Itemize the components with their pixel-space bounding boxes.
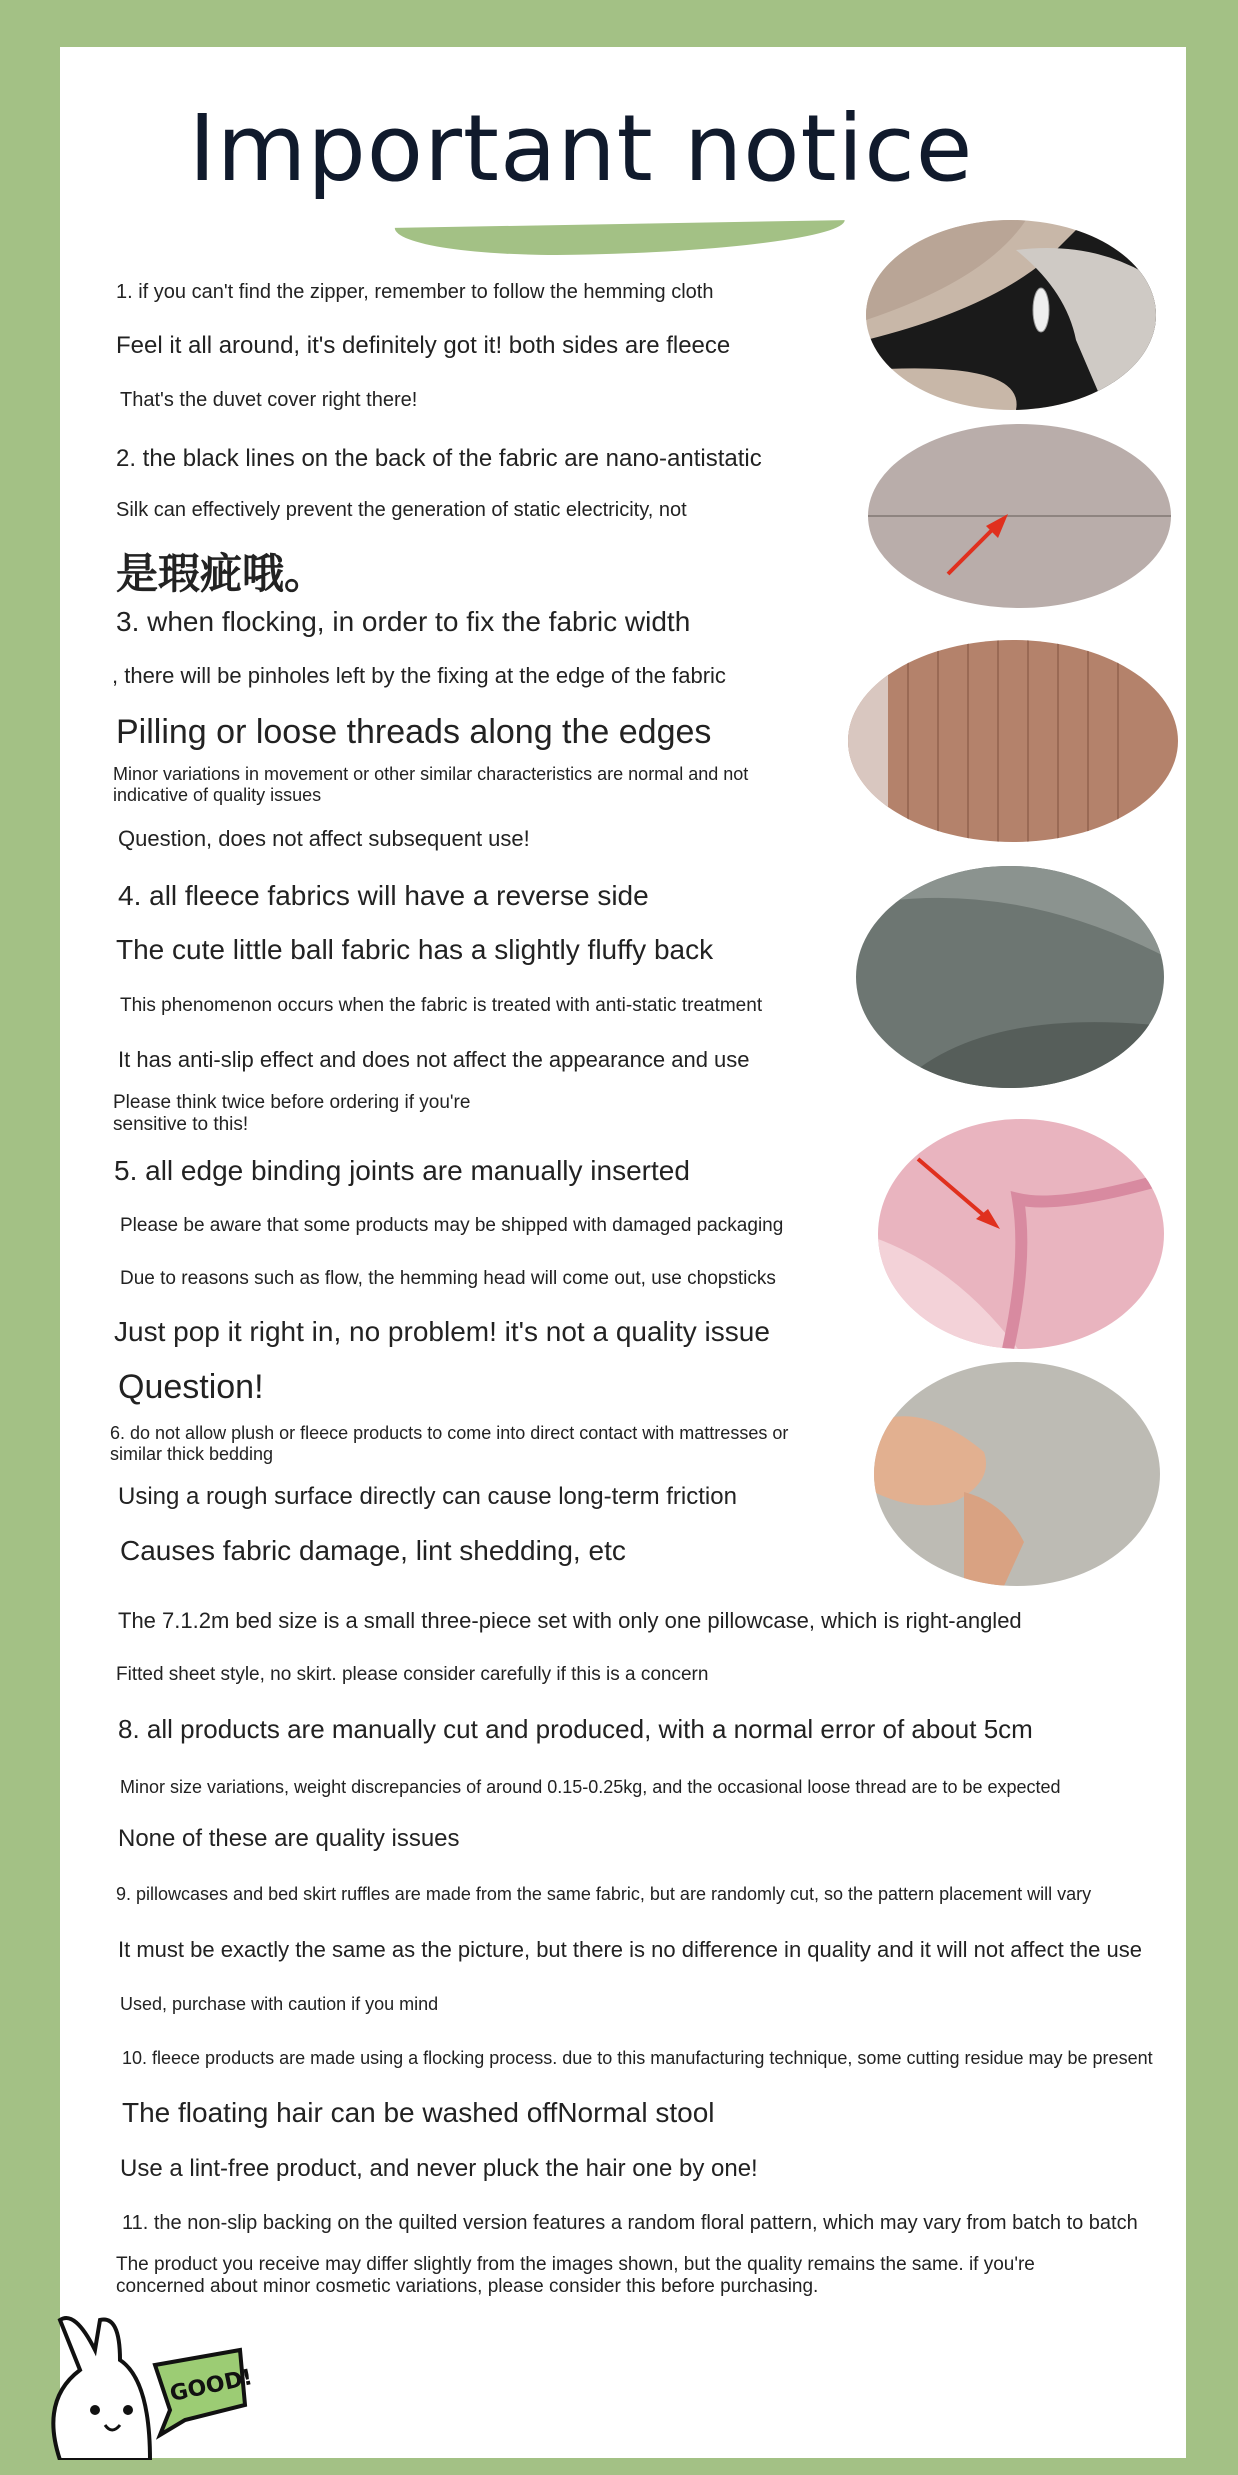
note-8-line-1: 8. all products are manually cut and produced, with a normal error of about 5cm: [118, 1714, 1033, 1744]
note-8-line-2: Minor size variations, weight discrepancies of around 0.15-0.25kg, and the occasional loose thread are to be expected: [120, 1777, 1061, 1797]
note-4-line-5: Please think twice before ordering if you're sensitive to this!: [113, 1092, 471, 1135]
note-5-line-2: Please be aware that some products may be shipped with damaged packaging: [120, 1215, 784, 1236]
note-2-line-1: 2. the black lines on the back of the fabric are nano-antistatic: [116, 445, 762, 472]
note-8-line-3: None of these are quality issues: [118, 1825, 460, 1852]
zipper-hemming-photo: [866, 220, 1156, 410]
note-9-line-2: It must be exactly the same as the picture, but there is no difference in quality and it will not affect the use: [118, 1937, 1142, 1962]
note-4-line-2: The cute little ball fabric has a slightly fluffy back: [116, 934, 714, 965]
antistatic-line-photo: [868, 424, 1171, 608]
note-2-line-2: Silk can effectively prevent the generation of static electricity, not: [116, 499, 687, 521]
note-1-line-2: Feel it all around, it's definitely got it! both sides are fleece: [116, 332, 731, 359]
note-1-line-1: 1. if you can't find the zipper, remember to follow the hemming cloth: [116, 281, 714, 303]
note-7-line-1: The 7.1.2m bed size is a small three-piece set with only one pillowcase, which is right-angled: [118, 1608, 1022, 1633]
page-title: Important notice: [188, 95, 974, 202]
note-6-line-3: Causes fabric damage, lint shedding, etc: [120, 1535, 626, 1566]
note-2-line-3: 是瑕疵哦。: [116, 549, 327, 598]
note-7-line-2: Fitted sheet style, no skirt. please consider carefully if this is a concern: [116, 1664, 709, 1685]
note-10-line-2: The floating hair can be washed offNormal stool: [122, 2097, 715, 2128]
note-10-line-1: 10. fleece products are made using a flocking process. due to this manufacturing technique, some cutting residue may be present: [122, 2048, 1153, 2068]
note-6-line-2: Using a rough surface directly can cause long-term friction: [118, 1483, 737, 1510]
pinhole-edge-photo: [848, 640, 1178, 842]
bunny-mascot-icon: [40, 2310, 270, 2460]
note-10-line-3: Use a lint-free product, and never pluck the hair one by one!: [120, 2155, 758, 2182]
plush-texture-hand-photo: [874, 1362, 1160, 1586]
note-5-line-5: Question!: [118, 1368, 264, 1406]
note-6-line-1: 6. do not allow plush or fleece products to come into direct contact with mattresses or similar thick bedding: [110, 1423, 789, 1464]
fleece-reverse-photo: [856, 866, 1164, 1088]
note-11-line-1: 11. the non-slip backing on the quilted version features a random floral pattern, which may vary from batch to batch: [122, 2212, 1138, 2234]
mascot-badge-text: GOOD!: [167, 2365, 255, 2407]
note-3-line-3: Pilling or loose threads along the edges: [116, 713, 712, 751]
note-3-line-5: Question, does not affect subsequent use!: [118, 826, 530, 851]
edge-binding-photo: [878, 1119, 1164, 1349]
note-9-line-1: 9. pillowcases and bed skirt ruffles are made from the same fabric, but are randomly cut, so the pattern placement will vary: [116, 1884, 1092, 1904]
note-5-line-1: 5. all edge binding joints are manually inserted: [114, 1155, 690, 1186]
note-5-line-4: Just pop it right in, no problem! it's not a quality issue: [114, 1316, 770, 1347]
note-5-line-3: Due to reasons such as flow, the hemming head will come out, use chopsticks: [120, 1268, 776, 1289]
note-9-line-3: Used, purchase with caution if you mind: [120, 1994, 439, 2014]
note-4-line-3: This phenomenon occurs when the fabric is treated with anti-static treatment: [120, 995, 763, 1016]
note-3-line-2: , there will be pinholes left by the fixing at the edge of the fabric: [112, 663, 726, 688]
note-1-line-3: That's the duvet cover right there!: [120, 389, 418, 411]
note-4-line-1: 4. all fleece fabrics will have a reverse side: [118, 880, 649, 911]
note-3-line-4: Minor variations in movement or other similar characteristics are normal and not indicative of quality issues: [113, 764, 749, 805]
note-4-line-4: It has anti-slip effect and does not affect the appearance and use: [118, 1047, 750, 1072]
note-3-line-1: 3. when flocking, in order to fix the fabric width: [116, 606, 691, 637]
note-11-line-2: The product you receive may differ slightly from the images shown, but the quality remains the same. if you're concerned about minor cosmetic variations, please consider this before purchasing.: [116, 2254, 1035, 2297]
